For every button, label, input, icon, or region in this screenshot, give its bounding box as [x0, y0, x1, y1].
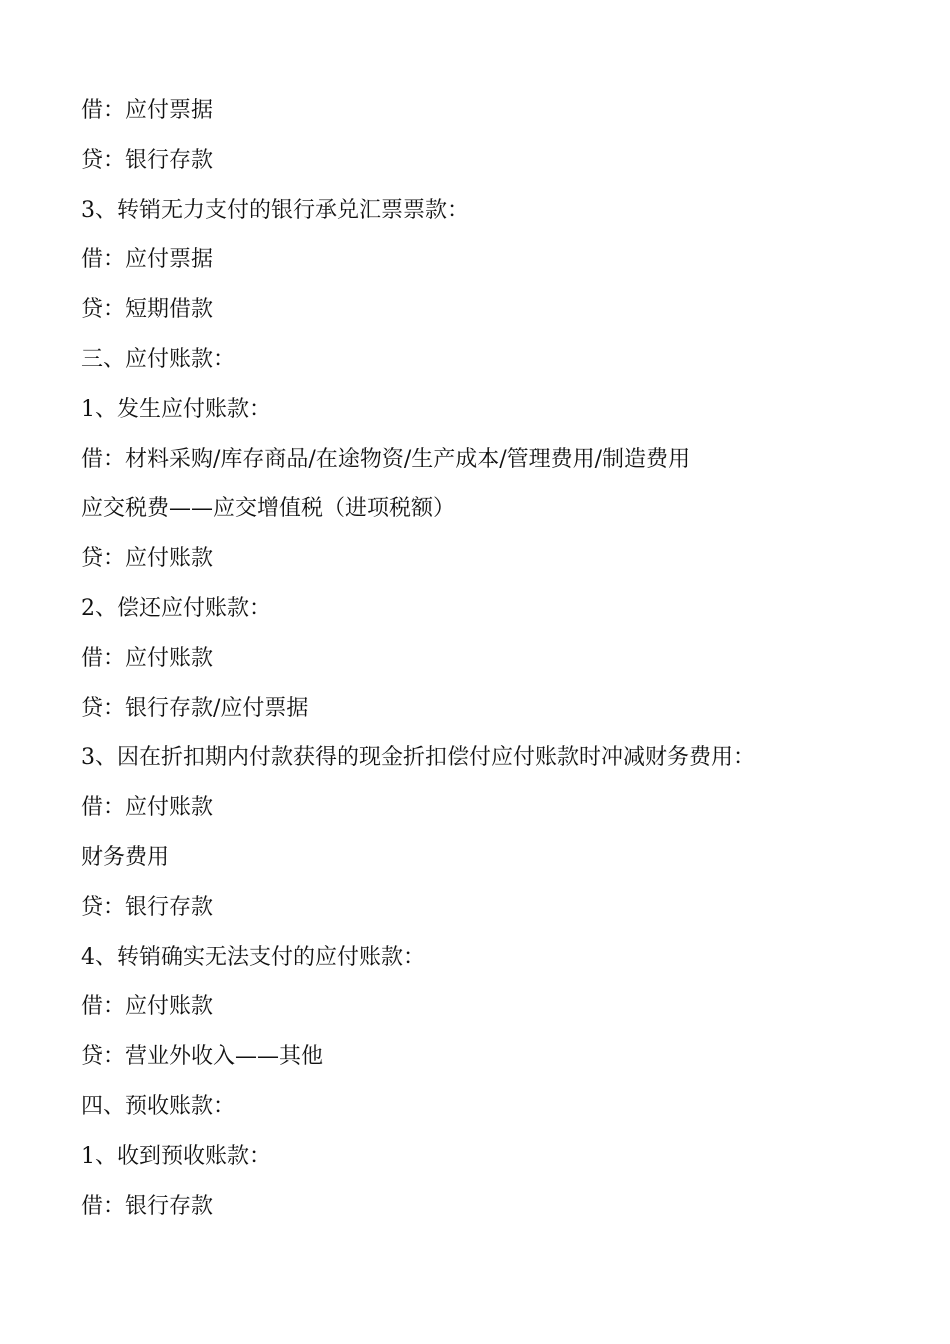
entry-line: 贷：应付账款: [81, 546, 214, 572]
entry-line: 贷：银行存款/应付票据: [81, 695, 309, 721]
section-heading: 2、偿还应付账款：: [81, 595, 271, 621]
section-heading: 4、转销确实无法支付的应付账款：: [81, 944, 425, 970]
entry-line: 借：应付账款: [81, 645, 214, 671]
entry-line: 应交税费——应交增值税（进项税额）: [81, 496, 456, 522]
entry-line: 借：材料采购/库存商品/在途物资/生产成本/管理费用/制造费用: [81, 446, 691, 472]
chapter-heading: 四、预收账款：: [81, 1093, 236, 1119]
entry-line: 借：应付账款: [81, 994, 214, 1020]
entry-line: 借：银行存款: [81, 1193, 214, 1219]
entry-line: 贷：银行存款: [81, 147, 214, 173]
chapter-heading: 三、应付账款：: [81, 346, 236, 372]
document-body: [81, 86, 881, 1231]
entry-line: 借：应付账款: [81, 795, 214, 821]
entry-line: 贷：短期借款: [81, 297, 214, 323]
section-heading: 1、发生应付账款：: [81, 396, 271, 422]
entry-line: 贷：银行存款: [81, 894, 214, 920]
section-heading: 3、因在折扣期内付款获得的现金折扣偿付应付账款时冲减财务费用：: [81, 745, 755, 771]
section-heading: 3、转销无力支付的银行承兑汇票票款：: [81, 197, 469, 223]
entry-line: 财务费用: [81, 844, 170, 870]
entry-line: 贷：营业外收入——其他: [81, 1044, 324, 1070]
entry-line: 借：应付票据: [81, 247, 214, 273]
entry-line: 借：应付票据: [81, 98, 214, 123]
section-heading: 1、收到预收账款：: [81, 1143, 271, 1169]
